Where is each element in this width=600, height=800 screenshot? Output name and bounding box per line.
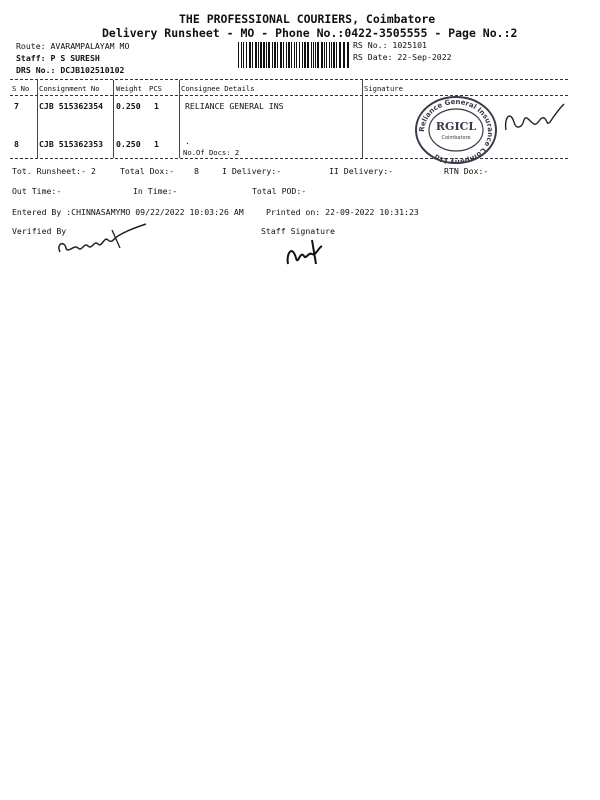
rtn-dox: RTN Dox:- [444,166,489,176]
barcode-bar [241,42,242,68]
row-weight: 0.250 [116,101,141,111]
barcode-bar [277,42,278,68]
barcode-bar [329,42,330,68]
stamp-city-text: Coimbatore [441,135,471,141]
barcode-bar [260,42,262,68]
col-header-weight: Weight [116,84,142,93]
barcode-bar [321,42,323,68]
no-of-docs: No.Of Docs: 2 [183,148,240,157]
receiver-signature [500,100,568,136]
barcode-bar [266,42,267,68]
barcode-bar [272,42,273,68]
row-weight: 0.250 [116,139,141,149]
printed-on: Printed on: 22-09-2022 10:31:23 [266,207,419,217]
col-header-pcs: PCS [149,84,162,93]
total-dox-label: Total Dox:- [120,166,175,176]
column-divider [362,80,363,158]
barcode-bar [252,42,253,68]
ii-delivery: II Delivery:- [329,166,394,176]
column-divider [37,80,38,158]
total-dox-value: 8 [194,166,199,176]
col-header-signature: Signature [364,84,403,93]
verifier-signature [54,218,154,262]
runsheet-subtitle: Delivery Runsheet - MO - Phone No.:0422-3505555 - Page No.:2 [102,26,518,40]
barcode-bar [302,42,303,68]
barcode-bar [243,42,244,68]
rs-number: RS No.: 1025101 [353,40,427,50]
barcode-bar [347,42,349,68]
total-pod: Total POD:- [252,186,307,196]
barcode-bar [311,42,312,68]
barcode-bar [294,42,295,68]
row-sno: 7 [14,101,19,111]
row-consignment-no: CJB 515362354 [39,101,104,111]
col-header-sno: S No [12,84,30,93]
barcode-bar [333,42,335,68]
total-runsheet: Tot. Runsheet:- 2 [12,166,96,176]
barcode-bar [258,42,259,68]
row-consignee: . [185,136,190,146]
out-time: Out Time:- [12,186,62,196]
stamp-ring-text: Reliance General Insurance Company Ltd [417,97,495,166]
company-title: THE PROFESSIONAL COURIERS, Coimbatore [179,12,436,26]
barcode-bar [268,42,270,68]
staff-signature-label: Staff Signature [261,226,335,236]
barcode-bar [280,42,282,68]
stamp-center-text: RGICL [435,120,477,133]
barcode-bar [304,42,306,68]
barcode-bar [288,42,290,68]
barcode-bar [238,42,239,68]
row-consignee: RELIANCE GENERAL INS [185,101,284,111]
column-divider [179,80,180,158]
col-header-consignment: Consignment No [39,84,100,93]
barcode-bar [331,42,332,68]
row-pcs: 1 [154,139,159,149]
barcode-bar [274,42,276,68]
barcode-bar [317,42,319,68]
column-divider [113,80,114,158]
barcode-bar [339,42,341,68]
barcode-bar [343,42,345,68]
staff-signature-mark [282,234,340,270]
row-consignment-no: CJB 515362353 [39,139,104,149]
barcode-bar [291,42,292,68]
row-sno: 8 [14,139,19,149]
barcode-bar [286,42,287,68]
in-time: In Time:- [133,186,178,196]
barcode-bar [249,42,251,68]
table-top-rule [10,79,568,80]
barcode-bar [246,42,247,68]
barcode-bar [315,42,316,68]
row-pcs: 1 [154,101,159,111]
barcode-bar [307,42,309,68]
barcode-bar [255,42,257,68]
barcode-bar [283,42,284,68]
i-delivery: I Delivery:- [222,166,282,176]
barcode-bar [324,42,325,68]
drs-label: DRS No.: DCJB102510102 [16,65,125,75]
rs-date: RS Date: 22-Sep-2022 [353,52,452,62]
barcode-bar [299,42,300,68]
barcode-bar [336,42,337,68]
entered-by: Entered By :CHINNASAMYMO 09/22/2022 10:03:26 AM [12,207,244,217]
barcode-bar [296,42,297,68]
col-header-consignee: Consignee Details [181,84,255,93]
barcode-bar [313,42,314,68]
barcode-image [238,42,350,68]
barcode-bar [263,42,265,68]
verified-by-label: Verified By [12,226,67,236]
staff-label: Staff: P S SURESH [16,53,100,63]
barcode-bar [326,42,327,68]
route-label: Route: AVARAMPALAYAM MO [16,41,130,51]
company-seal-stamp [410,92,502,166]
